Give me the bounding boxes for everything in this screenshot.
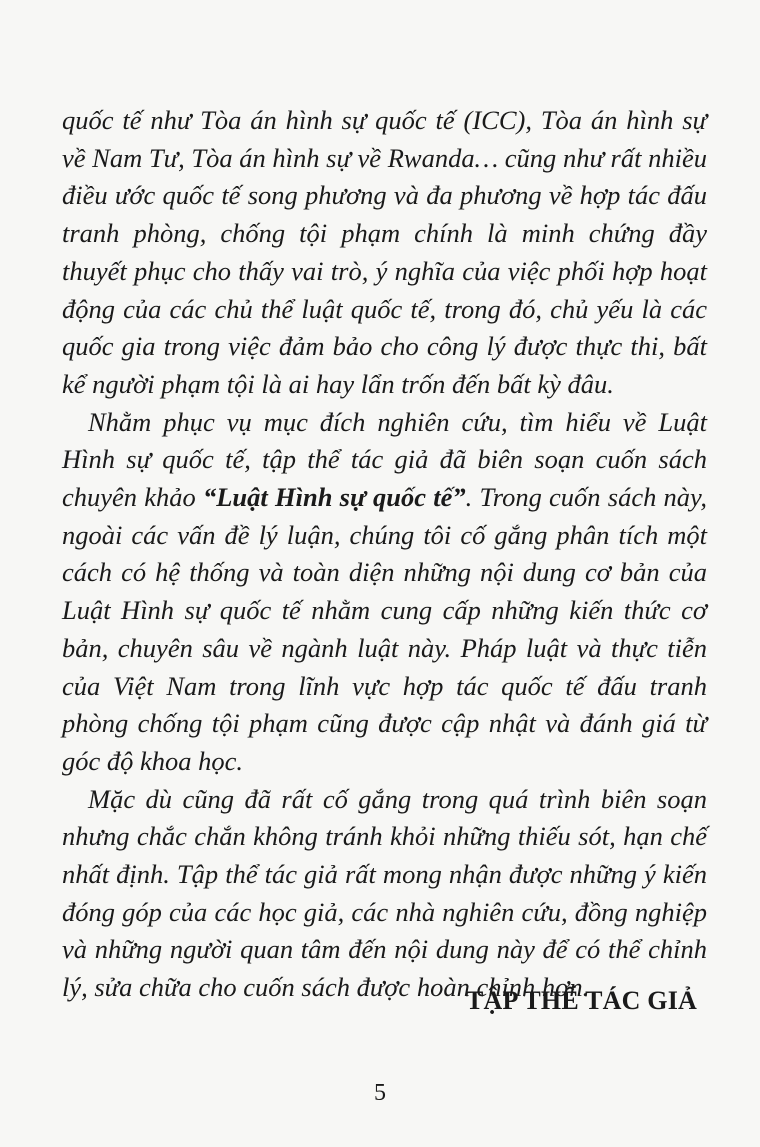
- book-title: “Luật Hình sự quốc tế”: [202, 482, 466, 513]
- paragraph-2-rest: . Trong cuốn sách này, ngoài các vấn đề lý luận, chúng tôi cố gắng phân tích một cách có hệ thống và toàn diện những nội dung cơ bản của Luật Hình sự quốc tế nhằm cung cấp những kiến thức cơ bản, chuyên sâu về ngành luật này. Pháp luật và thực tiễn của Việt Nam trong lĩnh vực hợp tác quốc tế đấu tranh phòng chống tội phạm cũng được cập nhật và đánh giá từ góc độ khoa học.: [62, 482, 707, 776]
- body-text: [62, 102, 707, 1007]
- paragraph-1: quốc tế như Tòa án hình sự quốc tế (ICC), Tòa án hình sự về Nam Tư, Tòa án hình sự về Rwanda… cũng như rất nhiều điều ước quốc tế song phương và đa phương về hợp tác đấu tranh phòng, chống tội phạm chính là minh chứng đầy thuyết phục cho thấy vai trò, ý nghĩa của việc phối hợp hoạt động của các chủ thể luật quốc tế, trong đó, chủ yếu là các quốc gia trong việc đảm bảo cho công lý được thực thi, bất kể người phạm tội là ai hay lẩn trốn đến bất kỳ đâu.: [62, 105, 707, 399]
- author-signature: TẬP THỂ TÁC GIẢ: [465, 986, 697, 1015]
- paragraph-2-intro: Nhằm phục vụ mục đích nghiên cứu, tìm hiểu về Luật Hình sự quốc tế, tập thể tác giả đã biên soạn cuốn sách chuyên khảo: [62, 406, 707, 513]
- paragraph-3: Mặc dù cũng đã rất cố gắng trong quá trình biên soạn nhưng chắc chắn không tránh khỏi những thiếu sót, hạn chế nhất định. Tập thể tác giả rất mong nhận được những ý kiến đóng góp của các học giả, các nhà nghiên cứu, đồng nghiệp và những người quan tâm đến nội dung này để có thể chỉnh lý, sửa chữa cho cuốn sách được hoàn chỉnh hơn.: [62, 783, 707, 1003]
- page-number: 5: [374, 1080, 386, 1106]
- paragraph-2: [62, 404, 707, 781]
